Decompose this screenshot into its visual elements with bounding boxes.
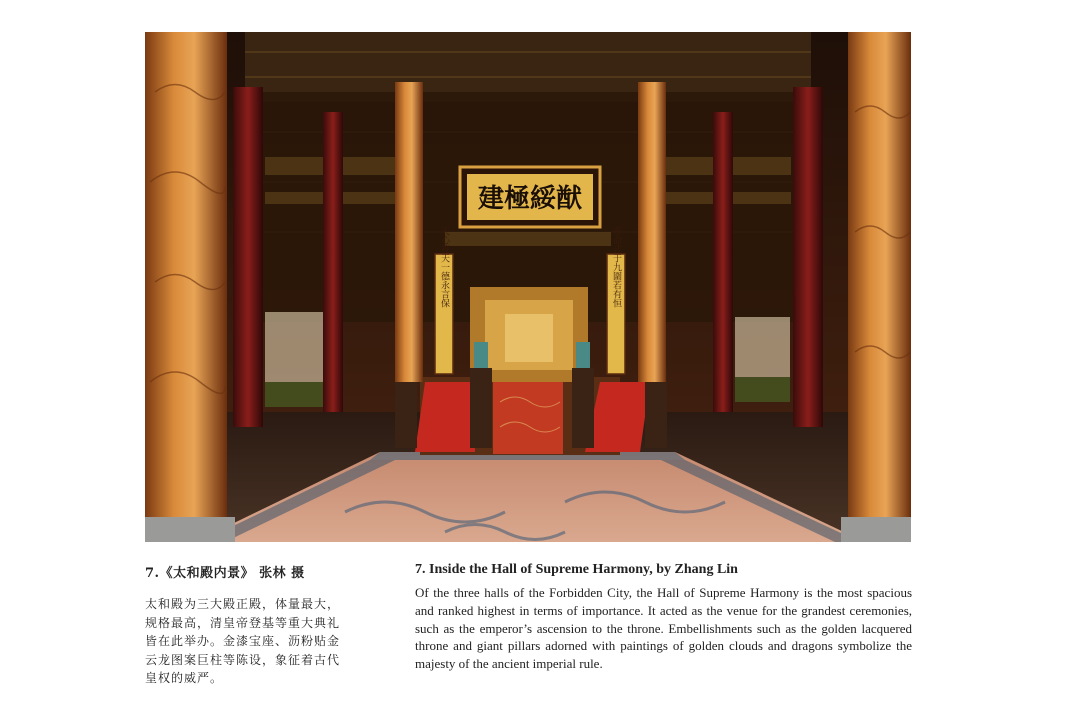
hall-interior-photo bbox=[145, 32, 911, 542]
left-couplet-text: 天心符天一德永言保 bbox=[439, 226, 449, 308]
chinese-caption-text: 太和殿为三大殿正殿，体量最大，规格最高，清皇帝登基等重大典礼皆在此举办。金漆宝座、沥粉贴金云龙图案巨柱等陈设，象征着古代皇权的威严。 bbox=[145, 597, 341, 685]
english-caption-text: Of the three halls of the Forbidden City, the Hall of Supreme Harmony is the most spacious and ranked highest in terms of importance. It acted as the venue for the grandest ceremonies, such as the emperor’s ascension to the throne. Embellishments such as the golden lacquered throne and giant pillars adorned with paintings of golden clouds and dragons symbolize the majesty of the ancient imperial rule. bbox=[415, 585, 912, 672]
hall-interior-illustration bbox=[145, 32, 911, 542]
chinese-caption-title: 7.《太和殿内景》 张林 摄 bbox=[145, 566, 305, 581]
right-couplet-text: 帝命式于九圍若有恒 bbox=[611, 226, 621, 308]
chinese-caption bbox=[145, 562, 345, 688]
english-caption bbox=[415, 562, 912, 673]
hall-plaque-text: 建極綏猷 bbox=[477, 184, 583, 214]
english-caption-title: 7. Inside the Hall of Supreme Harmony, by Zhang Lin bbox=[415, 562, 738, 577]
